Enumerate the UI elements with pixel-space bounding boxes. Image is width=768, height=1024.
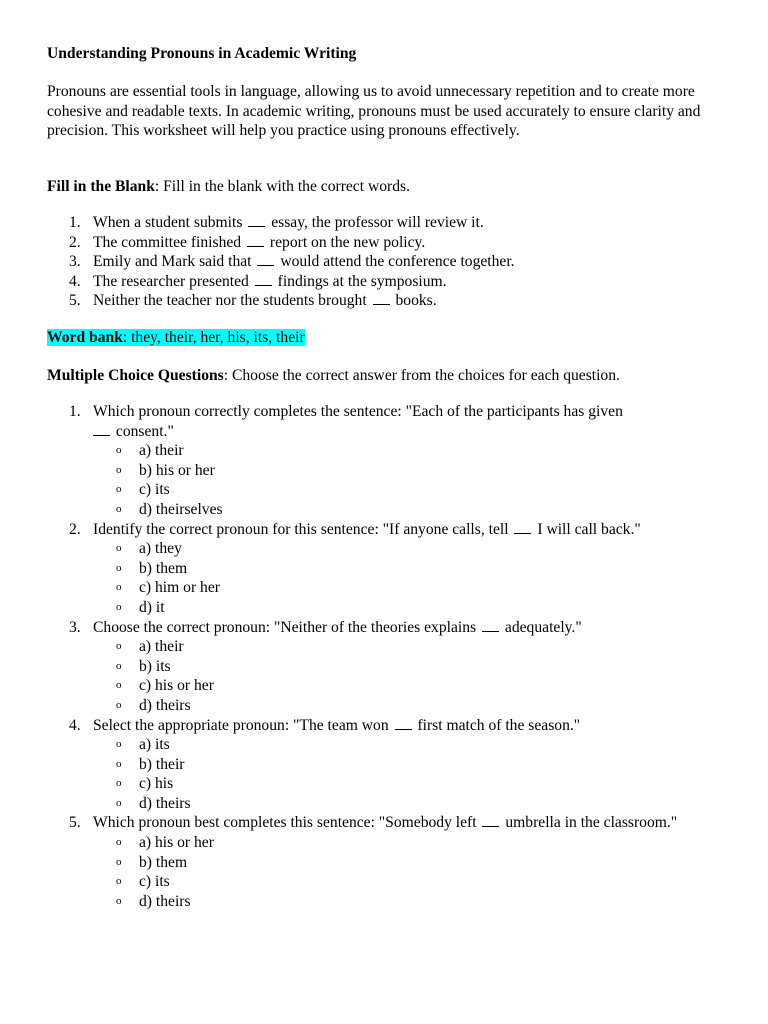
answer-option (47, 500, 728, 520)
option-label: b) its (139, 657, 171, 675)
question-item (47, 402, 728, 520)
intro-block (47, 82, 728, 141)
item-text-after: books. (395, 292, 437, 310)
word-bank-block (47, 328, 728, 348)
item-text-after: report on the new policy. (269, 233, 426, 251)
question-item (47, 618, 728, 716)
option-label: d) theirs (139, 696, 191, 714)
answer-option (47, 578, 728, 598)
question-text-after: I will call back." (537, 520, 641, 538)
item-text-before: Neither the teacher nor the students brought (93, 292, 367, 310)
bullet-icon: o (116, 875, 122, 888)
bullet-icon: o (116, 640, 122, 653)
answer-blank (93, 423, 110, 436)
answer-option (47, 441, 728, 461)
answer-option (47, 539, 728, 559)
answer-option (47, 480, 728, 500)
answer-option (47, 755, 728, 775)
bullet-icon: o (116, 894, 122, 907)
question-text-before: Which pronoun best completes this sentence: "Somebody left (93, 814, 477, 832)
item-text-before: Emily and Mark said that (93, 253, 252, 271)
option-label: b) them (139, 559, 188, 577)
mcq-heading: Multiple Choice Questions (47, 367, 224, 384)
bullet-icon: o (116, 542, 122, 555)
question-text-after: first match of the season." (417, 716, 581, 734)
question-text-after: consent." (115, 422, 174, 440)
answer-options (93, 833, 728, 911)
option-label: d) theirs (139, 892, 191, 910)
word-bank-highlight (47, 329, 305, 346)
question-text-before: Choose the correct pronoun: "Neither of the theories explains (93, 618, 477, 636)
fill-item (47, 252, 728, 272)
bullet-icon: o (116, 600, 122, 613)
option-label: c) its (139, 873, 170, 891)
answer-blank (395, 717, 412, 730)
answer-option (47, 774, 728, 794)
bullet-icon: o (116, 483, 122, 496)
question-number: 4. (69, 716, 81, 734)
question-item (47, 520, 728, 618)
option-label: d) theirs (139, 794, 191, 812)
multiple-choice-list (47, 402, 728, 911)
question-text-before: Identify the correct pronoun for this sentence: "If anyone calls, tell (93, 520, 509, 538)
option-label: d) theirselves (139, 500, 223, 518)
answer-option (47, 461, 728, 481)
bullet-icon: o (116, 836, 122, 849)
bullet-icon: o (116, 855, 122, 868)
mcq-section-heading (47, 366, 728, 386)
option-label: d) it (139, 598, 165, 616)
answer-options (93, 539, 728, 617)
question-text-after: umbrella in the classroom." (505, 814, 678, 832)
bullet-icon: o (116, 463, 122, 476)
bullet-icon: o (116, 581, 122, 594)
bullet-icon: o (116, 796, 122, 809)
item-text-before: The committee finished (93, 233, 242, 251)
fill-section-heading (47, 177, 728, 197)
answer-options (93, 637, 728, 715)
item-text-after: essay, the professor will review it. (271, 214, 484, 231)
option-label: a) his or her (139, 834, 214, 852)
bullet-icon: o (116, 679, 122, 692)
item-number: 2. (69, 233, 81, 251)
option-label: b) his or her (139, 461, 215, 479)
answer-blank (247, 234, 264, 247)
answer-option (47, 598, 728, 618)
item-text-before: The researcher presented (93, 272, 249, 290)
word-bank-words: : they, their, her, his, its, their (122, 329, 305, 346)
answer-blank (255, 273, 272, 286)
answer-options (93, 735, 728, 813)
bullet-icon: o (116, 698, 122, 711)
answer-option (47, 676, 728, 696)
option-label: c) its (139, 481, 170, 499)
option-label: a) they (139, 540, 182, 558)
option-label: a) their (139, 638, 184, 656)
answer-option (47, 657, 728, 677)
answer-option (47, 853, 728, 873)
fill-heading: Fill in the Blank (47, 178, 155, 195)
fill-in-blank-list (47, 213, 728, 311)
fill-item (47, 213, 728, 233)
item-text-before: When a student submits (93, 214, 243, 231)
question-number: 3. (69, 618, 81, 636)
fill-item (47, 272, 728, 292)
bullet-icon: o (116, 659, 122, 672)
question-number: 2. (69, 520, 81, 538)
fill-instruction: : Fill in the blank with the correct words. (154, 178, 410, 195)
question-text-before: Select the appropriate pronoun: "The team won (93, 716, 389, 734)
question-item (47, 716, 728, 814)
question-text-before: Which pronoun correctly completes the sentence: "Each of the participants has given (93, 403, 623, 420)
item-number: 1. (69, 214, 81, 231)
option-label: b) them (139, 853, 188, 871)
title-block (47, 44, 728, 64)
bullet-icon: o (116, 561, 122, 574)
item-text-after: would attend the conference together. (280, 253, 515, 271)
answer-option (47, 833, 728, 853)
answer-option (47, 696, 728, 716)
mcq-list-block (47, 402, 728, 911)
answer-options (93, 441, 728, 519)
word-bank-label: Word bank (47, 329, 123, 346)
answer-option (47, 892, 728, 912)
option-label: c) his (139, 775, 174, 793)
answer-blank (482, 619, 499, 632)
answer-option (47, 735, 728, 755)
item-number: 5. (69, 292, 81, 310)
bullet-icon: o (116, 777, 122, 790)
question-number: 1. (69, 403, 81, 420)
answer-option (47, 794, 728, 814)
bullet-icon: o (116, 757, 122, 770)
option-label: a) its (139, 736, 170, 754)
bullet-icon: o (116, 502, 122, 515)
fill-list-block (47, 213, 728, 311)
option-label: a) their (139, 442, 184, 460)
fill-item (47, 233, 728, 253)
page-title: Understanding Pronouns in Academic Writing (47, 45, 357, 62)
answer-option (47, 637, 728, 657)
option-label: c) him or her (139, 579, 220, 597)
item-text-after: findings at the symposium. (277, 272, 447, 290)
item-number: 4. (69, 272, 81, 290)
answer-blank (248, 214, 265, 227)
option-label: b) their (139, 755, 185, 773)
mcq-instruction: : Choose the correct answer from the choices for each question. (223, 367, 620, 384)
item-number: 3. (69, 253, 81, 271)
intro-paragraph: Pronouns are essential tools in language, allowing us to avoid unnecessary repetition and to create more cohesive and readable texts. In academic writing, pronouns must be used accurately to ensure clarity and precision. This worksheet will help you practice using pronouns effectively. (47, 83, 701, 140)
fill-item (47, 291, 728, 311)
answer-blank (257, 253, 274, 266)
question-text-after: adequately." (504, 618, 582, 636)
bullet-icon: o (116, 444, 122, 457)
answer-blank (373, 292, 390, 305)
bullet-icon: o (116, 738, 122, 751)
answer-blank (514, 521, 531, 534)
question-item (47, 813, 728, 911)
answer-option (47, 559, 728, 579)
answer-blank (482, 814, 499, 827)
question-number: 5. (69, 814, 81, 832)
answer-option (47, 872, 728, 892)
option-label: c) his or her (139, 677, 214, 695)
